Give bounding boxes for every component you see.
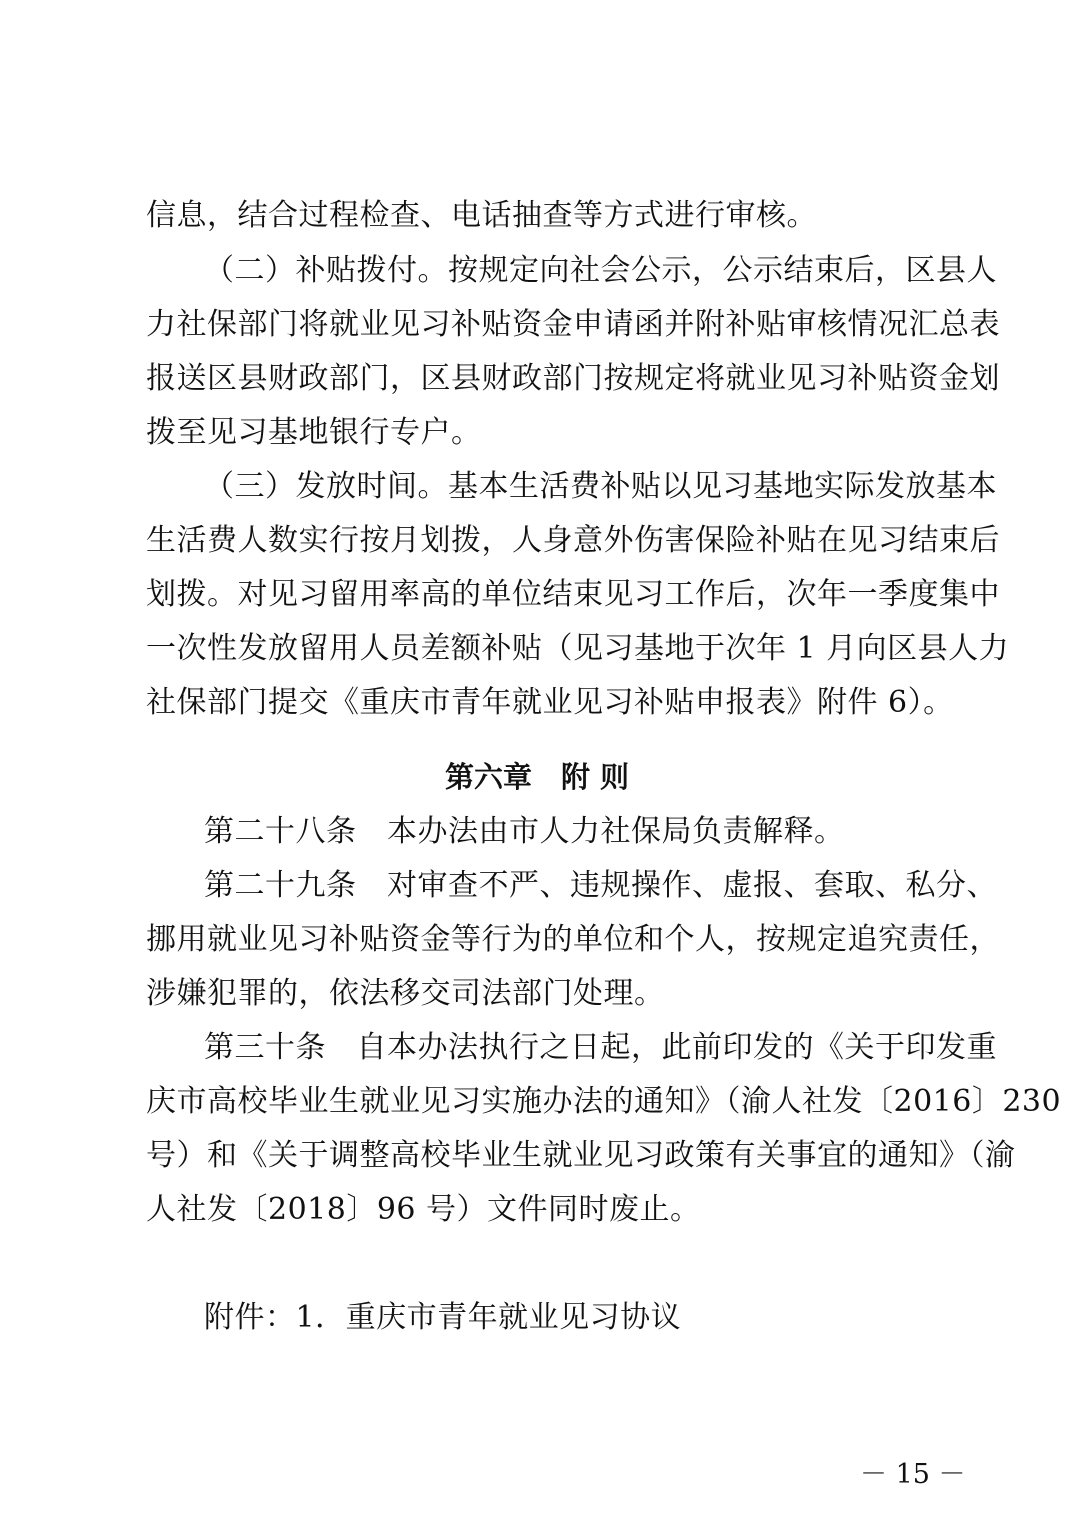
paragraph-line: （二）补贴拨付。按规定向社会公示，公示结束后，区县人	[204, 253, 997, 288]
paragraph-line: 社保部门提交《重庆市青年就业见习补贴申报表》附件 6）。	[146, 685, 954, 720]
article-28: 第二十八条 本办法由市人力社保局负责解释。	[204, 814, 845, 849]
article-30-line: 号）和《关于调整高校毕业生就业见习政策有关事宜的通知》（渝	[146, 1138, 1016, 1173]
paragraph-line: 拨至见习基地银行专户。	[146, 415, 482, 450]
attachment-line: 附件：1．重庆市青年就业见习协议	[204, 1300, 682, 1335]
paragraph-line: （三）发放时间。基本生活费补贴以见习基地实际发放基本	[204, 469, 997, 504]
paragraph-line: 划拨。对见习留用率高的单位结束见习工作后，次年一季度集中	[146, 577, 1000, 612]
paragraph-line: 一次性发放留用人员差额补贴（见习基地于次年 1 月向区县人力	[146, 631, 1010, 666]
chapter-title: 第六章 附 则	[444, 760, 630, 794]
paragraph-line: 力社保部门将就业见习补贴资金申请函并附补贴审核情况汇总表	[146, 307, 1000, 342]
article-30-line: 庆市高校毕业生就业见习实施办法的通知》（渝人社发〔2016〕230	[146, 1084, 1062, 1119]
paragraph-line: 生活费人数实行按月划拨，人身意外伤害保险补贴在见习结束后	[146, 523, 1000, 558]
article-29-line: 挪用就业见习补贴资金等行为的单位和个人，按规定追究责任，	[146, 922, 1000, 957]
article-30-line: 第三十条 自本办法执行之日起，此前印发的《关于印发重	[204, 1030, 997, 1065]
page-number: － 15 －	[860, 1459, 966, 1490]
article-30-line: 人社发〔2018〕96 号）文件同时废止。	[146, 1192, 701, 1227]
article-29-line: 涉嫌犯罪的，依法移交司法部门处理。	[146, 976, 665, 1011]
paragraph-line: 报送区县财政部门，区县财政部门按规定将就业见习补贴资金划	[146, 361, 1000, 396]
paragraph-line: 信息，结合过程检查、电话抽查等方式进行审核。	[146, 198, 817, 233]
article-29-line: 第二十九条 对审查不严、违规操作、虚报、套取、私分、	[204, 868, 997, 903]
